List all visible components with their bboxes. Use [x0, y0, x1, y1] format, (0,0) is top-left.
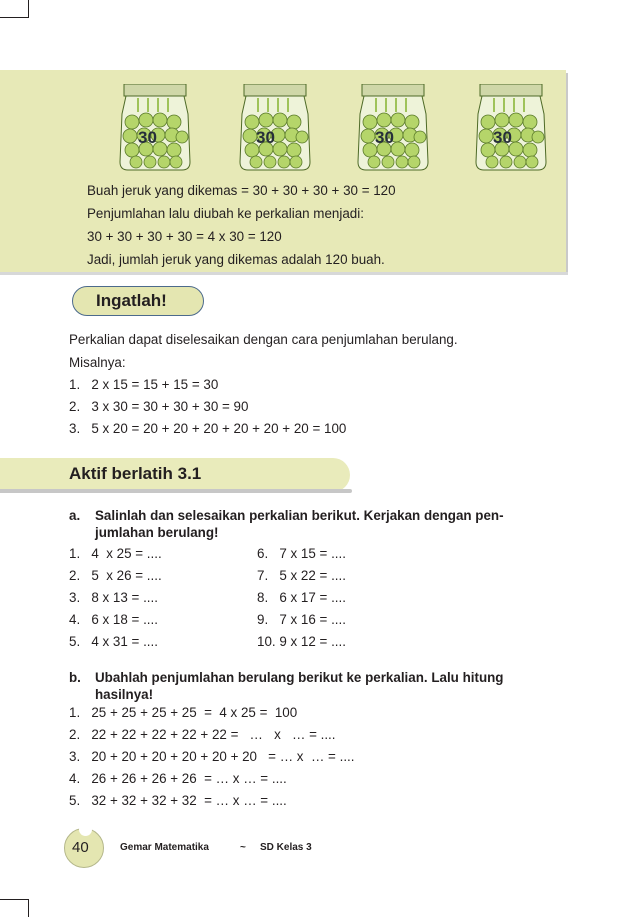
- panel-text-line: Buah jeruk yang dikemas = 30 + 30 + 30 + 30 = 120: [87, 183, 396, 198]
- ingatlah-line: Perkalian dapat diselesaikan dengan cara penjumlahan berulang.: [69, 332, 458, 347]
- exercise-item: 9. 7 x 16 = ....: [257, 612, 346, 627]
- exercise-item: 10. 9 x 12 = ....: [257, 634, 346, 649]
- exercise-item: 5. 32 + 32 + 32 + 32 = … x … = ....: [69, 793, 287, 808]
- section-b-instruction: hasilnya!: [95, 687, 154, 702]
- bag-label: 30: [375, 128, 394, 147]
- crop-mark: [28, 0, 29, 18]
- footer-separator: ~: [240, 842, 246, 853]
- ingatlah-line: 3. 5 x 20 = 20 + 20 + 20 + 20 + 20 + 20 = 100: [69, 421, 347, 436]
- panel-shadow: [0, 272, 568, 275]
- section-header-shadow: [0, 489, 352, 493]
- exercise-item: 3. 20 + 20 + 20 + 20 + 20 + 20 = … x … = ....: [69, 749, 355, 764]
- exercise-item: 8. 6 x 17 = ....: [257, 590, 346, 605]
- page-number-dot: [79, 823, 92, 836]
- panel-text-line: Jadi, jumlah jeruk yang dikemas adalah 120 buah.: [87, 252, 385, 267]
- ingatlah-badge: [72, 286, 204, 316]
- page-number: 40: [72, 839, 89, 856]
- panel-text-line: Penjumlahan lalu diubah ke perkalian menjadi:: [87, 206, 364, 221]
- exercise-item: 6. 7 x 15 = ....: [257, 546, 346, 561]
- exercise-item: 2. 22 + 22 + 22 + 22 + 22 = … x … = ....: [69, 727, 336, 742]
- exercise-item: 2. 5 x 26 = ....: [69, 568, 162, 583]
- crop-mark: [28, 899, 29, 917]
- exercise-item: 5. 4 x 31 = ....: [69, 634, 158, 649]
- ingatlah-line: Misalnya:: [69, 355, 126, 370]
- section-b-label: b.: [69, 670, 81, 685]
- exercise-item: 1. 4 x 25 = ....: [69, 546, 162, 561]
- exercise-item: 1. 25 + 25 + 25 + 25 = 4 x 25 = 100: [69, 705, 298, 720]
- ingatlah-title: Ingatlah!: [96, 291, 167, 310]
- section-b-instruction: Ubahlah penjumlahan berulang berikut ke perkalian. Lalu hitung: [95, 670, 504, 685]
- crop-mark: [0, 899, 28, 900]
- book-title: Gemar Matematika: [120, 842, 209, 853]
- exercise-item: 4. 26 + 26 + 26 + 26 = … x … = ....: [69, 771, 287, 786]
- grade-label: SD Kelas 3: [260, 842, 312, 853]
- orange-bag-illustration: [238, 84, 312, 172]
- ingatlah-line: 2. 3 x 30 = 30 + 30 + 30 = 90: [69, 399, 249, 414]
- section-a-instruction: jumlahan berulang!: [95, 525, 219, 540]
- section-title: Aktif berlatih 3.1: [69, 464, 202, 483]
- bag-label: 30: [256, 128, 275, 147]
- crop-mark: [0, 17, 28, 18]
- bag-label: 30: [138, 128, 157, 147]
- exercise-item: 7. 5 x 22 = ....: [257, 568, 346, 583]
- exercise-item: 3. 8 x 13 = ....: [69, 590, 158, 605]
- exercise-item: 4. 6 x 18 = ....: [69, 612, 158, 627]
- section-a-label: a.: [69, 508, 81, 523]
- ingatlah-line: 1. 2 x 15 = 15 + 15 = 30: [69, 377, 219, 392]
- bag-label: 30: [493, 128, 512, 147]
- section-a-instruction: Salinlah dan selesaikan perkalian berikut. Kerjakan dengan pen-: [95, 508, 504, 523]
- panel-text-line: 30 + 30 + 30 + 30 = 4 x 30 = 120: [87, 229, 282, 244]
